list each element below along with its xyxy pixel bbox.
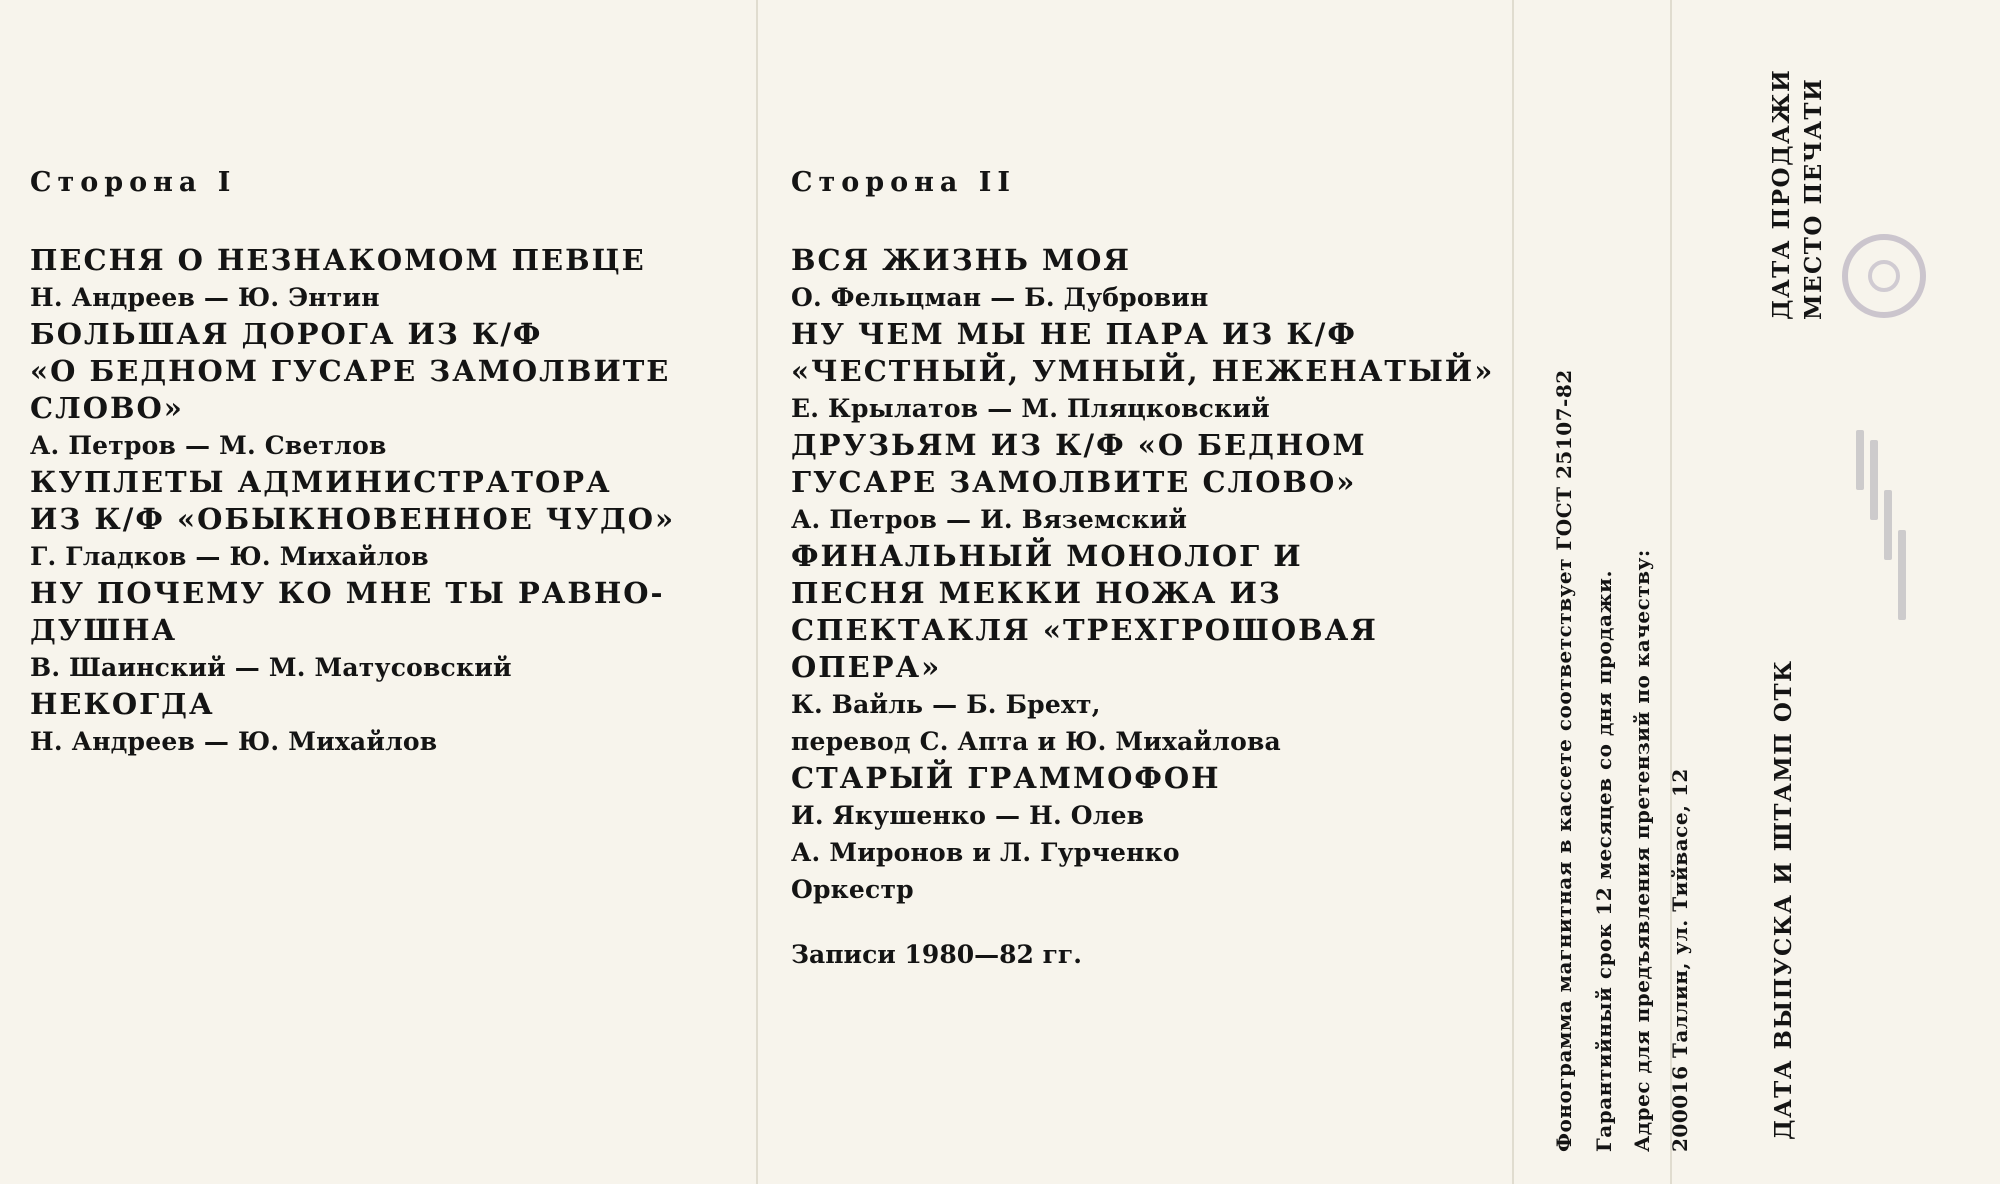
song-title-line: СТАРЫЙ ГРАММОФОН [791,761,1221,795]
side-two-column [791,166,1495,969]
side-two-heading: Сторона II [791,167,1017,198]
side-one-column [30,166,740,760]
fold-line [1512,0,1514,1184]
song-title-line: ИЗ К/Ф «ОБЫКНОВЕННОЕ ЧУДО» [30,502,676,536]
round-stamp-icon [1842,234,1926,318]
round-stamp-inner [1868,260,1900,292]
song-title-line: ПЕСНЯ О НЕЗНАКОМОМ ПЕВЦЕ [30,243,646,277]
song-title-line: БОЛЬШАЯ ДОРОГА ИЗ К/Ф [30,317,543,351]
credit-line: А. Петров — И. Вяземский [791,505,1188,534]
song-title-line: СПЕКТАКЛЯ «ТРЕХГРОШОВАЯ [791,613,1378,647]
side-one-tracklist [30,242,740,760]
credit-line: Н. Андреев — Ю. Энтин [30,283,380,312]
release-date-label: ДАТА ВЫПУСКА И ШТАМП ОТК [1770,659,1797,1140]
credit-line: К. Вайль — Б. Брехт, [791,690,1101,719]
recording-years: Записи 1980—82 гг. [791,940,1082,969]
song-title-line: НУ ПОЧЕМУ КО МНЕ ТЫ РАВНО- [30,576,665,610]
song-title-line: ВСЯ ЖИЗНЬ МОЯ [791,243,1131,277]
song-title-line: НУ ЧЕМ МЫ НЕ ПАРА ИЗ К/Ф [791,317,1357,351]
claims-address: 200016 Таллин, ул. Тийвасе, 12 [1668,768,1692,1152]
credit-line: Г. Гладков — Ю. Михайлов [30,542,429,571]
song-title-line: ДРУЗЬЯМ ИЗ К/Ф «О БЕДНОМ [791,428,1367,462]
stamp-place-label: МЕСТО ПЕЧАТИ [1800,77,1827,320]
song-title-line: ГУСАРЕ ЗАМОЛВИТЕ СЛОВО» [791,465,1357,499]
song-title-line: НЕКОГДА [30,687,215,721]
credit-line: И. Якушенко — Н. Олев [791,801,1145,830]
side-one-heading: Сторона I [30,167,237,198]
credit-line: перевод С. Апта и Ю. Михайлова [791,727,1281,756]
song-title-line: ОПЕРА» [791,650,942,684]
credit-line: Оркестр [791,875,914,904]
gost-line: Фонограмма магнитная в кассете соответствует ГОСТ 25107-82 [1552,369,1576,1152]
sale-date-label: ДАТА ПРОДАЖИ [1768,68,1795,320]
claims-address-label: Адрес для предъявления претензий по качеству: [1630,549,1654,1152]
song-title-line: ДУШНА [30,613,178,647]
legal-info-panel [1530,150,1692,1180]
warranty-line: Гарантийный срок 12 месяцев со дня продажи. [1592,570,1616,1152]
credit-line: А. Миронов и Л. Гурченко [791,838,1180,867]
song-title-line: «О БЕДНОМ ГУСАРЕ ЗАМОЛВИТЕ [30,354,671,388]
credit-line: В. Шаинский — М. Матусовский [30,653,512,682]
credit-line: Н. Андреев — Ю. Михайлов [30,727,438,756]
side-two-tracklist [791,242,1495,908]
song-title-line: СЛОВО» [30,391,184,425]
song-title-line: КУПЛЕТЫ АДМИНИСТРАТОРА [30,465,612,499]
credit-line: Е. Крылатов — М. Пляцковский [791,394,1270,423]
song-title-line: ПЕСНЯ МЕККИ НОЖА ИЗ [791,576,1282,610]
ink-stamp-marks-icon [1848,430,1918,630]
song-title-line: «ЧЕСТНЫЙ, УМНЫЙ, НЕЖЕНАТЫЙ» [791,354,1495,388]
credit-line: О. Фельцман — Б. Дубровин [791,283,1209,312]
fold-line [756,0,758,1184]
song-title-line: ФИНАЛЬНЫЙ МОНОЛОГ И [791,539,1303,573]
credit-line: А. Петров — М. Светлов [30,431,387,460]
